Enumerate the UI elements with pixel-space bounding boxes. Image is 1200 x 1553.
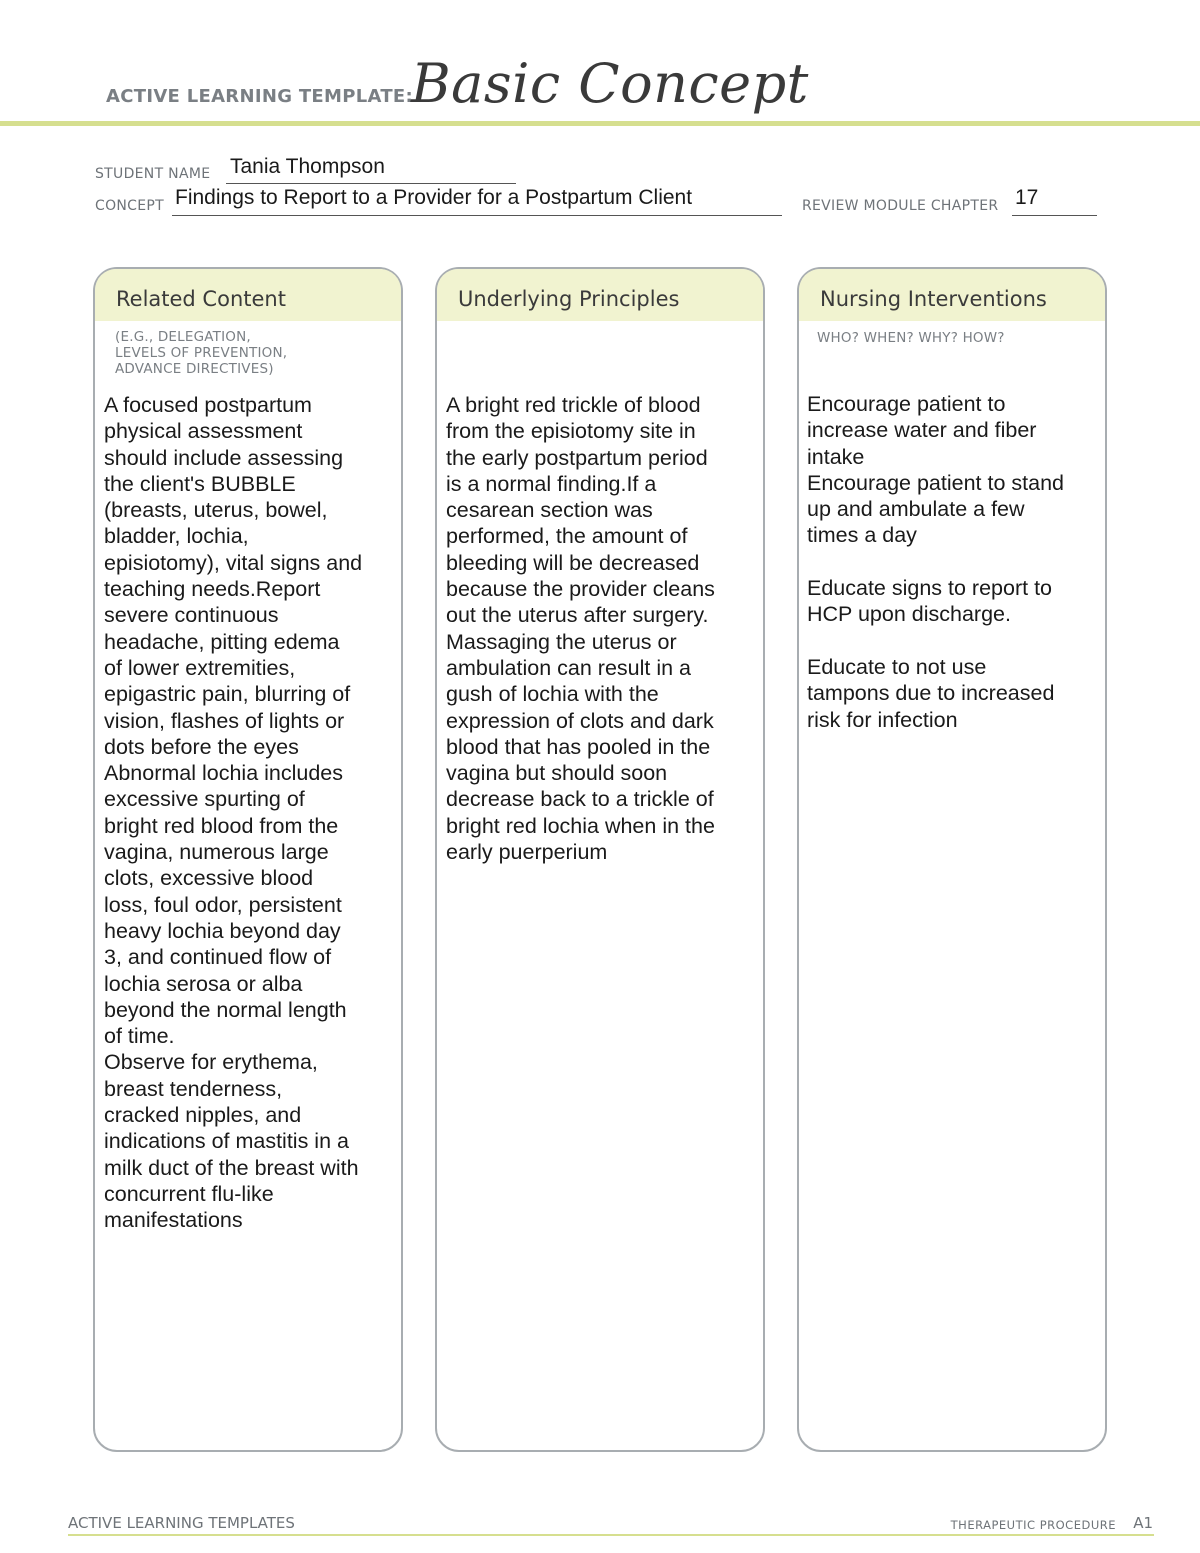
footer-divider — [68, 1534, 1154, 1536]
nursing-interventions-text[interactable]: Encourage patient to increase water and fiber intake Encourage patient to stand up and ambulate a few times a day Educate signs to report to HCP upon discharge. Educate to not use tampons due to increased risk for infection — [807, 392, 1064, 732]
underlying-principles-panel — [435, 267, 765, 1452]
concept-field[interactable]: Findings to Report to a Provider for a Postpartum Client — [175, 186, 693, 209]
chapter-label: REVIEW MODULE CHAPTER — [802, 198, 999, 214]
nursing-interventions-subtitle: WHO? WHEN? WHY? HOW? — [817, 330, 1005, 346]
related-content-title: Related Content — [116, 287, 286, 311]
underlying-principles-text[interactable]: A bright red trickle of blood from the episiotomy site in the early postpartum period is a normal finding.If a cesarean section was performed, the amount of bleeding will be decreased because the provider cleans out the uterus after surgery. Massaging the uterus or ambulation can result in a gush of lochia with the expression of clots and dark blood that has pooled in the vagina but should soon decrease back to a trickle of bright red lochia when in the early puerperium — [446, 393, 715, 865]
nursing-interventions-panel — [797, 267, 1107, 1452]
related-content-panel — [93, 267, 403, 1452]
chapter-underline — [1012, 215, 1097, 216]
template-label: ACTIVE LEARNING TEMPLATE: — [106, 86, 413, 107]
footer-page-number: A1 — [1133, 1514, 1153, 1532]
underlying-principles-header — [437, 269, 763, 321]
related-content-text[interactable]: A focused postpartum physical assessment should include assessing the client's BUBBLE (breasts, uterus, bowel, bladder, lochia, episiotomy), vital signs and teaching needs.Report severe continuous headache, pitting edema of lower extremities, epigastric pain, blurring of vision, flashes of lights or dots before the eyes Abnormal lochia includes excessive spurting of bright red blood from the vagina, numerous large clots, excessive blood loss, foul odor, persistent heavy lochia beyond day 3, and continued flow of lochia serosa or alba beyond the normal length of time. Observe for erythema, breast tenderness, cracked nipples, and indications of mastitis in a milk duct of the breast with concurrent flu-like manifestations — [104, 393, 363, 1233]
footer-procedure-label: THERAPEUTIC PROCEDURE — [950, 1518, 1116, 1532]
nursing-interventions-header — [799, 269, 1105, 321]
student-name-field[interactable]: Tania Thompson — [230, 155, 385, 178]
related-content-subtitle: (E.G., DELEGATION, LEVELS OF PREVENTION, ADVANCE DIRECTIVES) — [115, 329, 288, 377]
nursing-interventions-title: Nursing Interventions — [820, 287, 1047, 311]
chapter-field[interactable]: 17 — [1015, 186, 1039, 209]
underlying-principles-title: Underlying Principles — [458, 287, 680, 311]
concept-label: CONCEPT — [95, 198, 164, 214]
related-content-header — [95, 269, 401, 321]
student-name-label: STUDENT NAME — [95, 166, 211, 182]
footer-templates-label: ACTIVE LEARNING TEMPLATES — [68, 1514, 295, 1532]
page-title: Basic Concept — [411, 52, 809, 115]
concept-underline — [172, 215, 782, 216]
header-divider — [0, 121, 1200, 126]
student-name-underline — [226, 183, 516, 184]
